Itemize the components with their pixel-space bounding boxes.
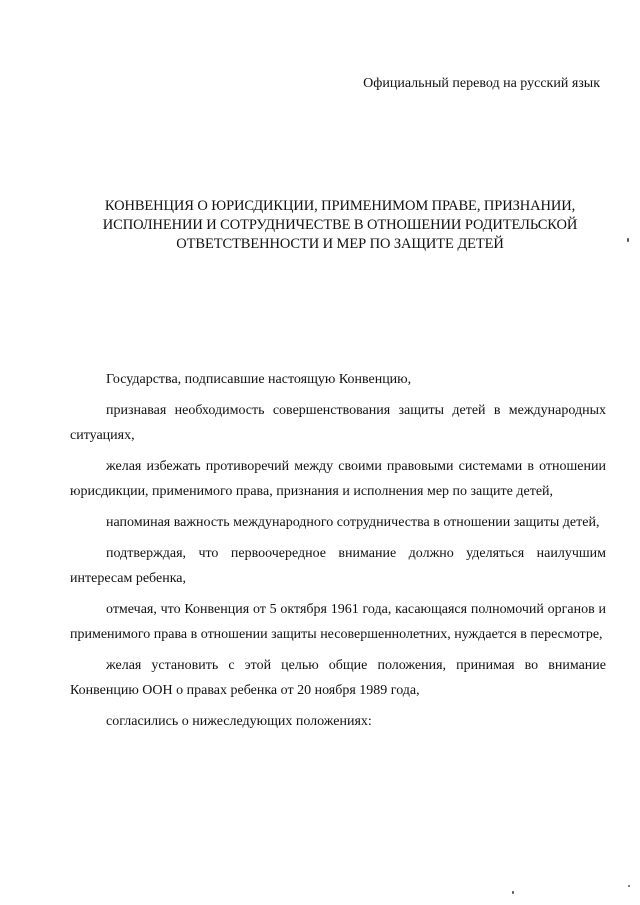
translation-note: Официальный перевод на русский язык: [363, 76, 600, 91]
preamble-paragraph: подтверждая, что первоочередное внимание должно уделяться наилучшим интересам ребенка,: [70, 546, 606, 586]
preamble-paragraph: отмечая, что Конвенция от 5 октября 1961 года, касающаяся полномочий органов и применимого права в отношении защиты несовершеннолетних, нуждается в пересмотре,: [70, 602, 606, 642]
preamble-paragraph: желая избежать противоречий между своими правовыми системами в отношении юрисдикции, применимого права, признания и исполнения мер по защите детей,: [70, 459, 606, 499]
preamble-paragraph: Государства, подписавшие настоящую Конвенцию,: [106, 372, 412, 387]
preamble-paragraph: желая установить с этой целью общие положения, принимая во внимание Конвенцию ООН о правах ребенка от 20 ноября 1989 года,: [70, 658, 606, 698]
scan-speck: [627, 238, 629, 242]
preamble-paragraph: напоминая важность международного сотрудничества в отношении защиты детей,: [106, 515, 600, 530]
preamble-paragraph: признавая необходимость совершенствования защиты детей в международных ситуациях,: [70, 403, 606, 443]
title-line: КОНВЕНЦИЯ О ЮРИСДИКЦИИ, ПРИМЕНИМОМ ПРАВЕ, ПРИЗНАНИИ,: [104, 198, 576, 214]
title-line: ИСПОЛНЕНИИ И СОТРУДНИЧЕСТВЕ В ОТНОШЕНИИ РОДИТЕЛЬСКОЙ: [102, 217, 578, 233]
preamble-paragraph: согласились о нижеследующих положениях:: [106, 714, 372, 729]
scan-speck: [512, 891, 514, 894]
preamble: [70, 367, 606, 740]
scan-speck: [628, 885, 630, 887]
document-title: [60, 197, 620, 254]
title-line: ОТВЕТСТВЕННОСТИ И МЕР ПО ЗАЩИТЕ ДЕТЕЙ: [176, 236, 504, 252]
